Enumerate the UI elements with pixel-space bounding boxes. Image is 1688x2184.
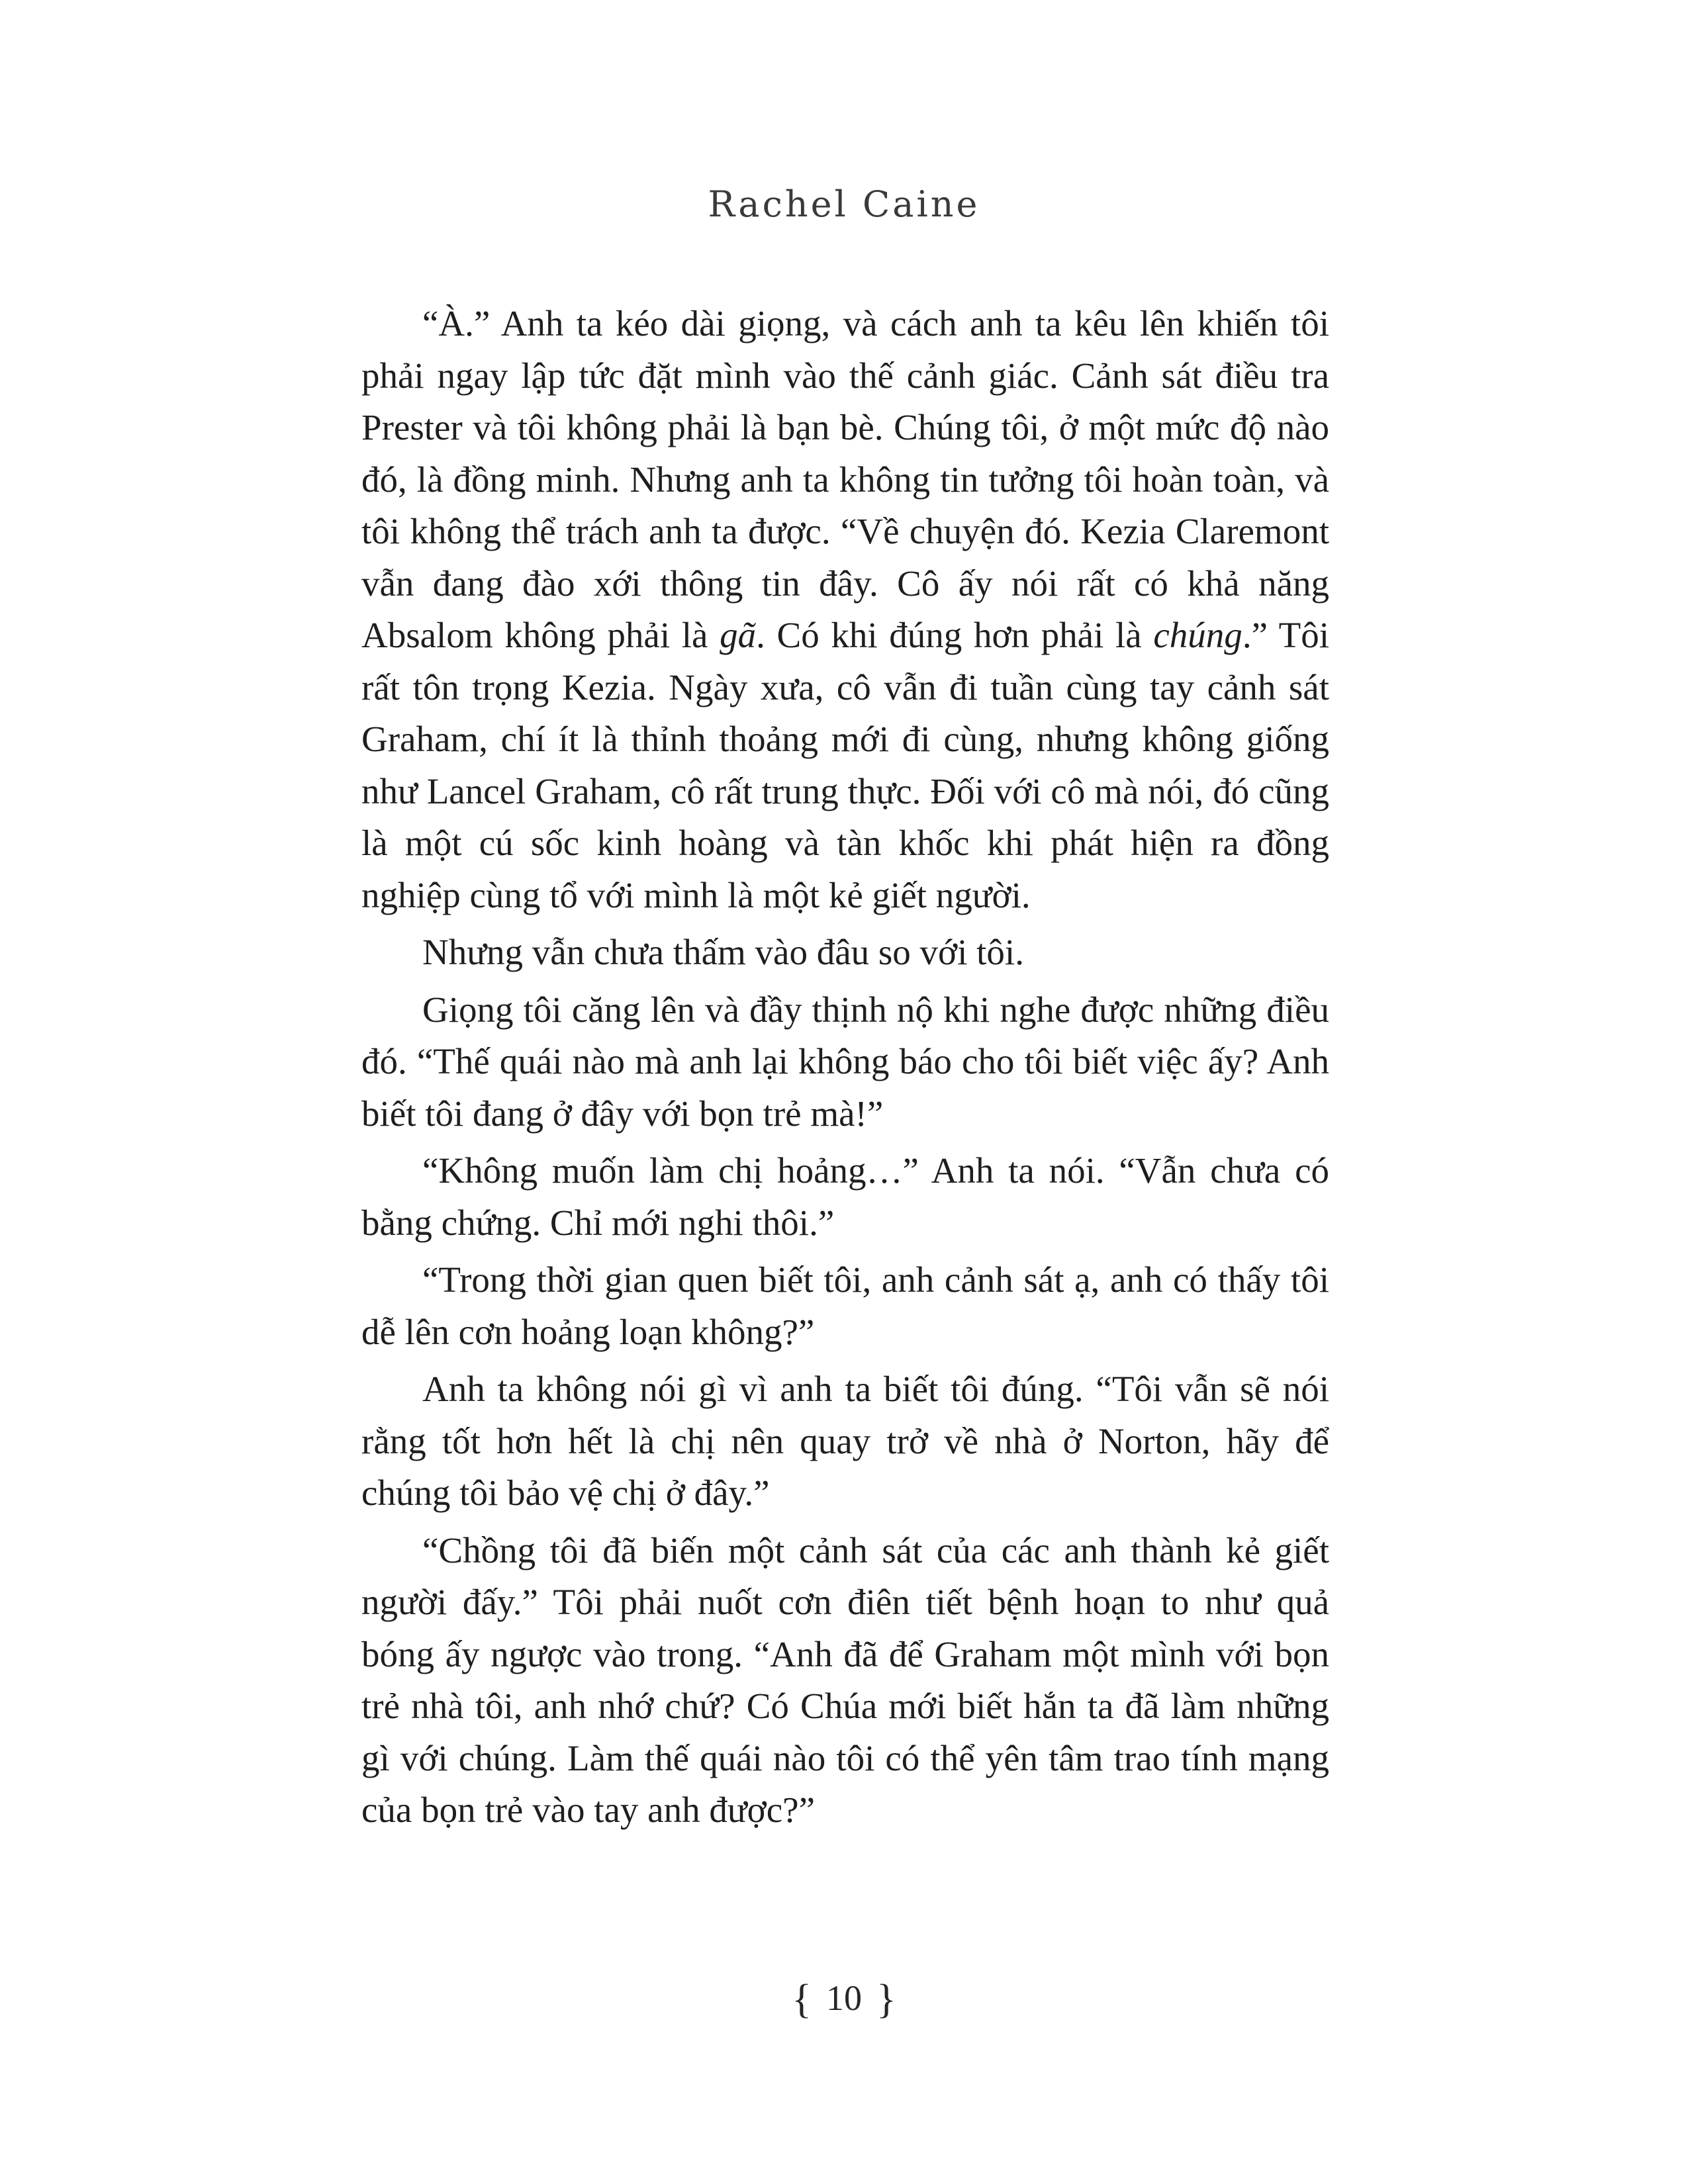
page-number: 10 — [826, 1978, 862, 2018]
paragraph-1 — [361, 298, 1329, 921]
open-brace: { — [792, 1977, 812, 2022]
paragraph-1-part-a: “À.” Anh ta kéo dài giọng, và cách anh ta kêu lên khiến tôi phải ngay lập tức đặt mình vào thế cảnh giác. Cảnh sát điều tra Prester và tôi không phải là bạn bè. Chúng tôi, ở một mức độ nào đó, là đồng minh. Nhưng anh ta không tin tưởng tôi hoàn toàn, và tôi không thể trách anh ta được. “Về chuyện đó. Kezia Claremont vẫn đang đào xới thông tin đây. Cô ấy nói rất có khả năng Absalom không phải là — [361, 303, 1329, 655]
paragraph-4: “Không muốn làm chị hoảng…” Anh ta nói. “Vẫn chưa có bằng chứng. Chỉ mới nghi thôi.” — [361, 1150, 1329, 1243]
italic-ga: gã — [720, 615, 757, 655]
paragraph-1-part-b: . Có khi đúng hơn phải là — [756, 615, 1154, 655]
running-head: Rachel Caine — [708, 183, 980, 225]
paragraph-1-part-c: .” Tôi rất tôn trọng Kezia. Ngày xưa, cô vẫn đi tuần cùng tay cảnh sát Graham, chí ít là thỉnh thoảng mới đi cùng, nhưng không giống như Lancel Graham, cô rất trung thực. Đối với cô mà nói, đó cũng là một cú sốc kinh hoàng và tàn khốc khi phát hiện ra đồng nghiệp cùng tổ với mình là một kẻ giết người. — [361, 615, 1330, 915]
paragraph-5: “Trong thời gian quen biết tôi, anh cảnh sát ạ, anh có thấy tôi dễ lên cơn hoảng loạn không?” — [361, 1259, 1329, 1352]
body-text — [361, 298, 1329, 1842]
paragraph-3: Giọng tôi căng lên và đầy thịnh nộ khi nghe được những điều đó. “Thế quái nào mà anh lại không báo cho tôi biết việc ấy? Anh biết tôi đang ở đây với bọn trẻ mà!” — [361, 989, 1329, 1134]
italic-chung: chúng — [1153, 615, 1243, 655]
close-brace: } — [876, 1977, 896, 2022]
page-number-footer — [0, 1979, 1688, 2020]
paragraph-7: “Chồng tôi đã biến một cảnh sát của các anh thành kẻ giết người đấy.” Tôi phải nuốt cơn điên tiết bệnh hoạn to như quả bóng ấy ngược vào trong. “Anh đã để Graham một mình với bọn trẻ nhà tôi, anh nhớ chứ? Có Chúa mới biết hắn ta đã làm những gì với chúng. Làm thế quái nào tôi có thể yên tâm trao tính mạng của bọn trẻ vào tay anh được?” — [361, 1529, 1329, 1830]
paragraph-6: Anh ta không nói gì vì anh ta biết tôi đúng. “Tôi vẫn sẽ nói rằng tốt hơn hết là chị nên quay trở về nhà ở Norton, hãy để chúng tôi bảo vệ chị ở đây.” — [361, 1369, 1329, 1513]
paragraph-2: Nhưng vẫn chưa thấm vào đâu so với tôi. — [422, 932, 1024, 972]
